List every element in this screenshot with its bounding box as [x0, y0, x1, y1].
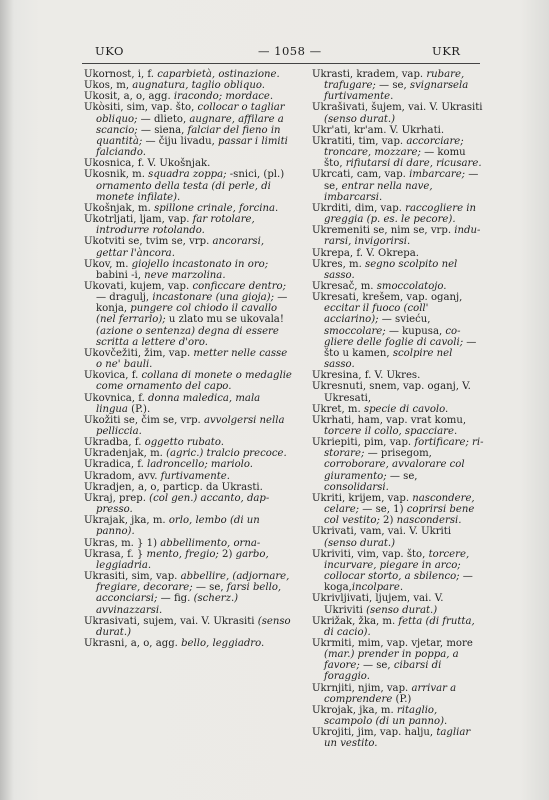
dictionary-entry: Ukornost, i, f. caparbietà, ostinazione.	[84, 69, 280, 80]
dictionary-entry: Ukosnica, f. V. Ukošnjak.	[84, 158, 211, 170]
dictionary-entry: Ukrajak, jka, m. orlo, lembo (di un panno).	[84, 515, 260, 538]
dictionary-entry: Ukraj, prep. (col gen.) accanto, dappresso.	[84, 492, 270, 516]
dictionary-entry: Ukrojak, jka, m. ritaglio, scampolo (di un panno).	[312, 704, 448, 728]
dictionary-entry: Ukratiti, tim, vap. accorciare; troncare, mozzare; — komu što, rifiutarsi di dare, ricusare.	[312, 135, 482, 170]
dictionary-entry: Ukradom, avv. furtivamente.	[84, 470, 230, 482]
header-rule	[82, 63, 480, 64]
left-column	[84, 69, 294, 649]
dictionary-entry: Ukrcati, cam, vap. imbarcare; — se, entrar nella nave, imbarcarsi.	[312, 169, 479, 203]
dictionary-entry: Ukrhati, ham, vap. vrat komu, torcere il collo, spacciare.	[312, 414, 467, 437]
dictionary-entry: Ukresati, krešem, vap. oganj, eccitar il fuoco (coll' acciarino); — svieću, smoccolare; — kupusa, cogliere delle foglie di cavoli; — što u kamen, scolpire nel sasso.	[312, 292, 477, 371]
page-number: — 1058 —	[258, 44, 322, 58]
dictionary-entry: Ukriti, krijem, vap. nascondere, celare; — se, 1) coprirsi bene col vestito; 2) nascondersi.	[312, 492, 475, 527]
dictionary-entry: Ukrasiti, sim, vap. abbellire, (adjornare, fregiare, decorare; — se, farsi bello, acconciarsi; — fig. (scherz.) avvinazzarsi.	[84, 571, 290, 616]
dictionary-entry: Ukòsiti, sim, vap. što, collocar o tagliar obliquo; — dlieto, augnare, affilare a scancio; — siena, falciar del fieno in quantità; — čiju livadu, passar i limiti falciando.	[84, 102, 288, 159]
dictionary-entry: Ukovnica, f. donna maledica, mala lingua (P.).	[84, 392, 261, 415]
dictionary-entry: Ukovčežiti, žim, vap. metter nelle casse o ne' bauli.	[84, 347, 288, 371]
dictionary-entry: Ukrnjiti, njim, vap. arrivar a comprendere (P.)	[312, 682, 457, 705]
dictionary-entry: Ukrivati, vam, vai. V. Ukriti (senso durat.)	[312, 526, 452, 549]
dictionary-entry: Ukradba, f. oggetto rubato.	[84, 437, 224, 449]
dictionary-entry: Ukosnik, m. squadra zoppa; -snici, (pl.) ornamento della testa (di perle, di monete infilate).	[84, 169, 285, 203]
dictionary-entry: Ukrditi, dim, vap. raccogliere in greggia (p. es. le pecore).	[312, 202, 476, 226]
dictionary-entry: Ukr'ati, kr'am. V. Ukrhati.	[312, 124, 445, 136]
header-right-word: UKR	[432, 44, 461, 58]
dictionary-entry: Ukras, m. } 1) abbellimento, orna-	[84, 537, 261, 549]
dictionary-entry: Ukremeniti se, nim se, vrp. indurarsi, invigorirsi.	[312, 225, 481, 248]
dictionary-entry: Ukresina, f. V. Ukres.	[312, 370, 421, 382]
dictionary-entry: Ukriviti, vim, vap. što, torcere, incurvare, piegare in arco; collocar storto, a sbilenco; — koga,incolpare.	[312, 548, 473, 594]
right-column	[312, 69, 484, 750]
dictionary-entry: Ukradjen, a, o, particp. da Ukrasti.	[84, 481, 263, 493]
dictionary-entry: Ukret, m. specie di cavolo.	[312, 403, 449, 415]
dictionary-entry: Ukošnjak, m. spillone crinale, forcina.	[84, 202, 279, 214]
dictionary-entry: Ukovica, f. collana di monete o medaglie come ornamento del capo.	[84, 370, 292, 393]
dictionary-entry: Ukrižak, žka, m. fetta (di frutta, di cacio).	[312, 615, 475, 638]
dictionary-entry: Ukrivljivati, ljujem, vai. V. Ukriviti (senso durat.)	[312, 593, 444, 616]
dictionary-entry: Ukosit, a, o, agg. iracondo; mordace.	[84, 91, 274, 103]
dictionary-entry: Ukrasti, kradem, vap. rubare, trafugare; — se, svignarsela furtivamente.	[312, 69, 469, 103]
header-left-word: UKO	[95, 44, 124, 58]
dictionary-entry: Ukrasni, a, o, agg. bello, leggiadro.	[84, 637, 265, 649]
dictionary-entry: Ukrmiti, mim, vap. vjetar, more (mar.) prender in poppa, a favore; — se, cibarsi di foraggio.	[312, 637, 473, 683]
dictionary-entry: Ukotviti se, tvim se, vrp. ancorarsi, gettar l'àncora.	[84, 236, 265, 259]
dictionary-entry: Ukrasivati, sujem, vai. V. Ukrasiti (senso durat.)	[84, 615, 291, 638]
dictionary-entry: Ukožiti se, čim se, vrp. avvolgersi nella pelliccia.	[84, 414, 285, 437]
dictionary-entry: Ukradenjak, m. (agric.) tralcio precoce.	[84, 448, 287, 460]
dictionary-entry: Ukrepa, f. V. Okrepa.	[312, 247, 419, 259]
dictionary-entry: Ukrašivati, šujem, vai. V. Ukrasiti (senso durat.)	[312, 102, 483, 125]
dictionary-entry: Ukrasa, f. } mento, fregio; 2) garbo, leggiadria.	[84, 548, 269, 571]
dictionary-entry: Ukovati, kujem, vap. conficcare dentro; — dragulj, incastonare (una gioja); — konja, pungere col chiodo il cavallo (nel ferrarlo); u zlato mu se ukovala! (azione o sentenza) degna di essere scritta a lettere d'oro.	[84, 280, 288, 348]
dictionary-entry: Ukradica, f. ladroncello; mariolo.	[84, 459, 253, 471]
dictionary-entry: Ukos, m, augnatura, taglio obliquo.	[84, 80, 265, 92]
dictionary-entry: Ukriepiti, pim, vap. fortificare; ristorare; — prisegom, corroborare, avvalorare col giuramento; — se, consolidarsi.	[312, 437, 484, 493]
dictionary-entry: Ukres, m. segno scolpito nel sasso.	[312, 258, 458, 281]
dictionary-entry: Ukov, m. giojello incastonato in oro; babini -i, neve marzolina.	[84, 258, 269, 281]
dictionary-entry: Ukrojiti, jim, vap. halju, tagliar un vestito.	[312, 727, 471, 750]
dictionary-entry: Ukotrljati, ljam, vap. far rotolare, introdurre rotolando.	[84, 214, 255, 237]
dictionary-entry: Ukresnuti, snem, vap. oganj, V. Ukresati,	[312, 381, 471, 404]
dictionary-entry: Ukresač, m. smoccolatojo.	[312, 280, 447, 292]
page-header	[0, 44, 549, 60]
